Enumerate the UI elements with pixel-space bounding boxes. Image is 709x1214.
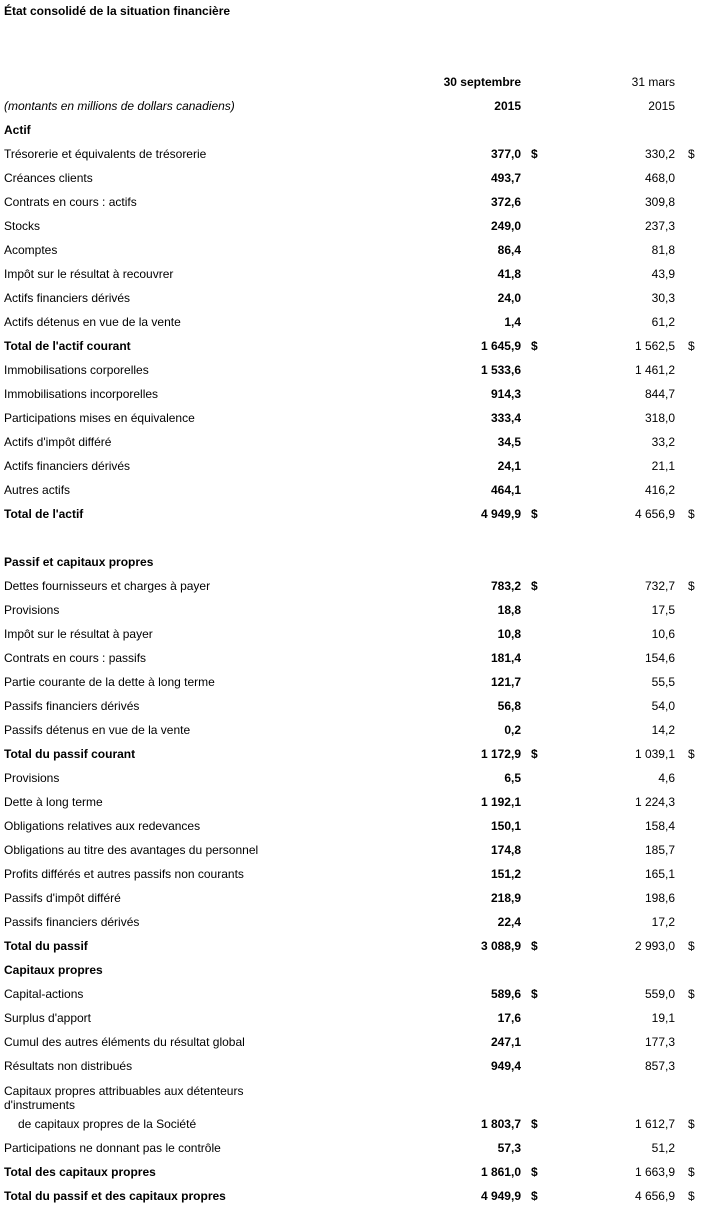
row-label: Créances clients: [4, 171, 93, 185]
row-label: Actifs d'impôt différé: [4, 435, 112, 449]
page-title: État consolidé de la situation financière: [4, 4, 231, 18]
table-row: [0, 502, 709, 526]
table-row: [0, 742, 709, 766]
value-sep-2015: 56,8: [497, 699, 521, 713]
value-mar-2015: 185,7: [644, 843, 675, 857]
table-row: [0, 1112, 709, 1136]
table-row: [0, 1136, 709, 1160]
value-sep-2015: 464,1: [490, 483, 521, 497]
value-mar-2015: 51,2: [651, 1141, 675, 1155]
row-label: Profits différés et autres passifs non courants: [4, 867, 244, 881]
value-mar-2015: 43,9: [651, 267, 675, 281]
value-mar-2015: 318,0: [644, 411, 675, 425]
section-heading: Actif: [4, 123, 31, 137]
value-mar-2015: 61,2: [651, 315, 675, 329]
value-sep-2015: 10,8: [497, 627, 521, 641]
table-row: [0, 1160, 709, 1184]
value-sep-2015: 218,9: [490, 891, 521, 905]
value-mar-2015: 165,1: [644, 867, 675, 881]
currency-symbol: $: [531, 747, 538, 761]
value-mar-2015: 19,1: [651, 1011, 675, 1025]
table-row: [0, 838, 709, 862]
table-row: [0, 238, 709, 262]
value-mar-2015: 17,2: [651, 915, 675, 929]
currency-symbol: $: [688, 1189, 695, 1203]
table-row: [0, 622, 709, 646]
table-row: [0, 142, 709, 166]
table-row: [0, 118, 709, 142]
currency-symbol: $: [531, 1165, 538, 1179]
value-mar-2015: 30,3: [651, 291, 675, 305]
value-sep-2015: 174,8: [490, 843, 521, 857]
currency-symbol: $: [688, 939, 695, 953]
row-label: Capital-actions: [4, 987, 84, 1001]
value-sep-2015: 150,1: [490, 819, 521, 833]
table-row: [0, 1054, 709, 1078]
table-row: [0, 1030, 709, 1054]
table-row: [0, 694, 709, 718]
row-label: Total de l'actif: [4, 507, 84, 521]
value-mar-2015: 732,7: [644, 579, 675, 593]
currency-symbol: $: [688, 987, 695, 1001]
units-note: (montants en millions de dollars canadiens): [4, 99, 235, 113]
value-sep-2015: 1 803,7: [480, 1117, 521, 1131]
table-row: [0, 358, 709, 382]
value-sep-2015: 24,0: [497, 291, 521, 305]
table-row: [0, 382, 709, 406]
currency-symbol: $: [688, 507, 695, 521]
row-label: de capitaux propres de la Société: [18, 1117, 197, 1131]
value-sep-2015: 1 533,6: [480, 363, 521, 377]
value-mar-2015: 81,8: [651, 243, 675, 257]
table-row: [0, 598, 709, 622]
row-label: Actifs financiers dérivés: [4, 459, 131, 473]
currency-symbol: $: [531, 1189, 538, 1203]
row-label: Capitaux propres attribuables aux détenteurs d'instruments: [4, 1084, 244, 1112]
row-label: Impôt sur le résultat à payer: [4, 627, 153, 641]
value-sep-2015: 181,4: [490, 651, 521, 665]
table-row: [0, 670, 709, 694]
table-row: [0, 430, 709, 454]
currency-symbol: $: [688, 579, 695, 593]
value-mar-2015: 330,2: [644, 147, 675, 161]
table-row: [0, 478, 709, 502]
value-sep-2015: 914,3: [490, 387, 521, 401]
row-label: Surplus d'apport: [4, 1011, 92, 1025]
table-row: [0, 262, 709, 286]
row-label: Autres actifs: [4, 483, 71, 497]
currency-symbol: $: [531, 507, 538, 521]
value-mar-2015: 844,7: [644, 387, 675, 401]
table-row: [0, 310, 709, 334]
row-label: Contrats en cours : passifs: [4, 651, 147, 665]
currency-symbol: $: [531, 1117, 538, 1131]
currency-symbol: $: [531, 339, 538, 353]
table-row: [0, 550, 709, 574]
table-row: [0, 334, 709, 358]
value-sep-2015: 372,6: [490, 195, 521, 209]
value-mar-2015: 10,6: [651, 627, 675, 641]
value-mar-2015: 55,5: [651, 675, 675, 689]
value-sep-2015: 783,2: [490, 579, 521, 593]
value-mar-2015: 177,3: [644, 1035, 675, 1049]
table-row: [0, 718, 709, 742]
currency-symbol: $: [531, 939, 538, 953]
value-mar-2015: 1 461,2: [634, 363, 675, 377]
value-mar-2015: 4 656,9: [634, 507, 675, 521]
value-sep-2015: 4 949,9: [480, 507, 521, 521]
value-sep-2015: 34,5: [497, 435, 521, 449]
table-row: [0, 646, 709, 670]
row-label: Passifs d'impôt différé: [4, 891, 121, 905]
row-label: Participations mises en équivalence: [4, 411, 195, 425]
col2-header-line1: 31 mars: [631, 75, 675, 89]
value-sep-2015: 121,7: [490, 675, 521, 689]
value-sep-2015: 151,2: [490, 867, 521, 881]
value-mar-2015: 4 656,9: [634, 1189, 675, 1203]
table-row: [0, 934, 709, 958]
table-row: [0, 286, 709, 310]
row-label: Provisions: [4, 771, 60, 785]
value-sep-2015: 247,1: [490, 1035, 521, 1049]
row-label: Provisions: [4, 603, 60, 617]
value-sep-2015: 6,5: [504, 771, 521, 785]
value-mar-2015: 559,0: [644, 987, 675, 1001]
row-label: Cumul des autres éléments du résultat global: [4, 1035, 245, 1049]
table-row: [0, 166, 709, 190]
table-row: [0, 766, 709, 790]
value-mar-2015: 33,2: [651, 435, 675, 449]
col2-header-line2: 2015: [648, 99, 675, 113]
value-mar-2015: 237,3: [644, 219, 675, 233]
row-label: Passifs financiers dérivés: [4, 699, 140, 713]
row-label: Résultats non distribués: [4, 1059, 133, 1073]
value-sep-2015: 41,8: [497, 267, 521, 281]
row-label: Trésorerie et équivalents de trésorerie: [4, 147, 207, 161]
col1-header-line2: 2015: [494, 99, 521, 113]
value-sep-2015: 3 088,9: [480, 939, 521, 953]
row-label: Dette à long terme: [4, 795, 103, 809]
table-row: [0, 958, 709, 982]
currency-symbol: $: [688, 339, 695, 353]
row-label: Obligations au titre des avantages du personnel: [4, 843, 259, 857]
value-mar-2015: 857,3: [644, 1059, 675, 1073]
row-label: Participations ne donnant pas le contrôle: [4, 1141, 221, 1155]
value-mar-2015: 198,6: [644, 891, 675, 905]
table-row: [0, 406, 709, 430]
currency-symbol: $: [531, 987, 538, 1001]
value-mar-2015: 1 039,1: [634, 747, 675, 761]
currency-symbol: $: [688, 1165, 695, 1179]
table-row: [0, 574, 709, 598]
row-label: Passifs financiers dérivés: [4, 915, 140, 929]
value-sep-2015: 949,4: [490, 1059, 521, 1073]
row-label: Partie courante de la dette à long terme: [4, 675, 215, 689]
column-header-row: [0, 70, 709, 94]
value-sep-2015: 24,1: [497, 459, 521, 473]
value-sep-2015: 377,0: [490, 147, 521, 161]
row-label: Passifs détenus en vue de la vente: [4, 723, 191, 737]
value-sep-2015: 333,4: [490, 411, 521, 425]
table-row: [0, 790, 709, 814]
table-row: [0, 982, 709, 1006]
currency-symbol: $: [531, 579, 538, 593]
value-mar-2015: 14,2: [651, 723, 675, 737]
row-label: Total de l'actif courant: [4, 339, 131, 353]
column-header-row-2: [0, 94, 709, 118]
value-mar-2015: 309,8: [644, 195, 675, 209]
value-mar-2015: 4,6: [658, 771, 675, 785]
value-sep-2015: 1 861,0: [480, 1165, 521, 1179]
row-label: Total du passif: [4, 939, 88, 953]
table-row: [0, 190, 709, 214]
value-mar-2015: 1 224,3: [634, 795, 675, 809]
value-mar-2015: 1 663,9: [634, 1165, 675, 1179]
row-label: Immobilisations incorporelles: [4, 387, 159, 401]
value-mar-2015: 468,0: [644, 171, 675, 185]
value-sep-2015: 86,4: [497, 243, 521, 257]
value-sep-2015: 57,3: [497, 1141, 521, 1155]
currency-symbol: $: [688, 147, 695, 161]
currency-symbol: $: [531, 147, 538, 161]
value-sep-2015: 493,7: [490, 171, 521, 185]
value-mar-2015: 17,5: [651, 603, 675, 617]
value-sep-2015: 18,8: [497, 603, 521, 617]
table-row: [0, 814, 709, 838]
row-label: Immobilisations corporelles: [4, 363, 149, 377]
value-sep-2015: 17,6: [497, 1011, 521, 1025]
table-row: [0, 526, 709, 550]
table-row: [0, 454, 709, 478]
currency-symbol: $: [688, 1117, 695, 1131]
value-sep-2015: 1 645,9: [480, 339, 521, 353]
value-sep-2015: 4 949,9: [480, 1189, 521, 1203]
col1-header-line1: 30 septembre: [443, 75, 521, 89]
table-row: [0, 910, 709, 934]
table-row: [0, 862, 709, 886]
row-label: Acomptes: [4, 243, 58, 257]
section-heading: Capitaux propres: [4, 963, 103, 977]
table-row: [0, 1006, 709, 1030]
value-sep-2015: 249,0: [490, 219, 521, 233]
table-row: [0, 886, 709, 910]
value-sep-2015: 1 192,1: [480, 795, 521, 809]
row-label: Total du passif courant: [4, 747, 136, 761]
value-sep-2015: 1 172,9: [480, 747, 521, 761]
currency-symbol: $: [688, 747, 695, 761]
value-sep-2015: 589,6: [490, 987, 521, 1001]
table-row: [0, 1078, 709, 1112]
row-label: Total du passif et des capitaux propres: [4, 1189, 226, 1203]
value-mar-2015: 1 612,7: [634, 1117, 675, 1131]
row-label: Actifs détenus en vue de la vente: [4, 315, 181, 329]
value-mar-2015: 416,2: [644, 483, 675, 497]
value-mar-2015: 2 993,0: [634, 939, 675, 953]
value-mar-2015: 54,0: [651, 699, 675, 713]
row-label: Actifs financiers dérivés: [4, 291, 131, 305]
value-sep-2015: 22,4: [497, 915, 521, 929]
row-label: Dettes fournisseurs et charges à payer: [4, 579, 211, 593]
value-mar-2015: 158,4: [644, 819, 675, 833]
row-label: Total des capitaux propres: [4, 1165, 156, 1179]
table-row: [0, 214, 709, 238]
value-mar-2015: 154,6: [644, 651, 675, 665]
row-label: Impôt sur le résultat à recouvrer: [4, 267, 174, 281]
table-row: [0, 1184, 709, 1208]
section-heading: Passif et capitaux propres: [4, 555, 154, 569]
value-mar-2015: 21,1: [651, 459, 675, 473]
value-mar-2015: 1 562,5: [634, 339, 675, 353]
row-label: Stocks: [4, 219, 41, 233]
row-label: Contrats en cours : actifs: [4, 195, 137, 209]
row-label: Obligations relatives aux redevances: [4, 819, 201, 833]
value-sep-2015: 0,2: [504, 723, 521, 737]
value-sep-2015: 1,4: [504, 315, 521, 329]
